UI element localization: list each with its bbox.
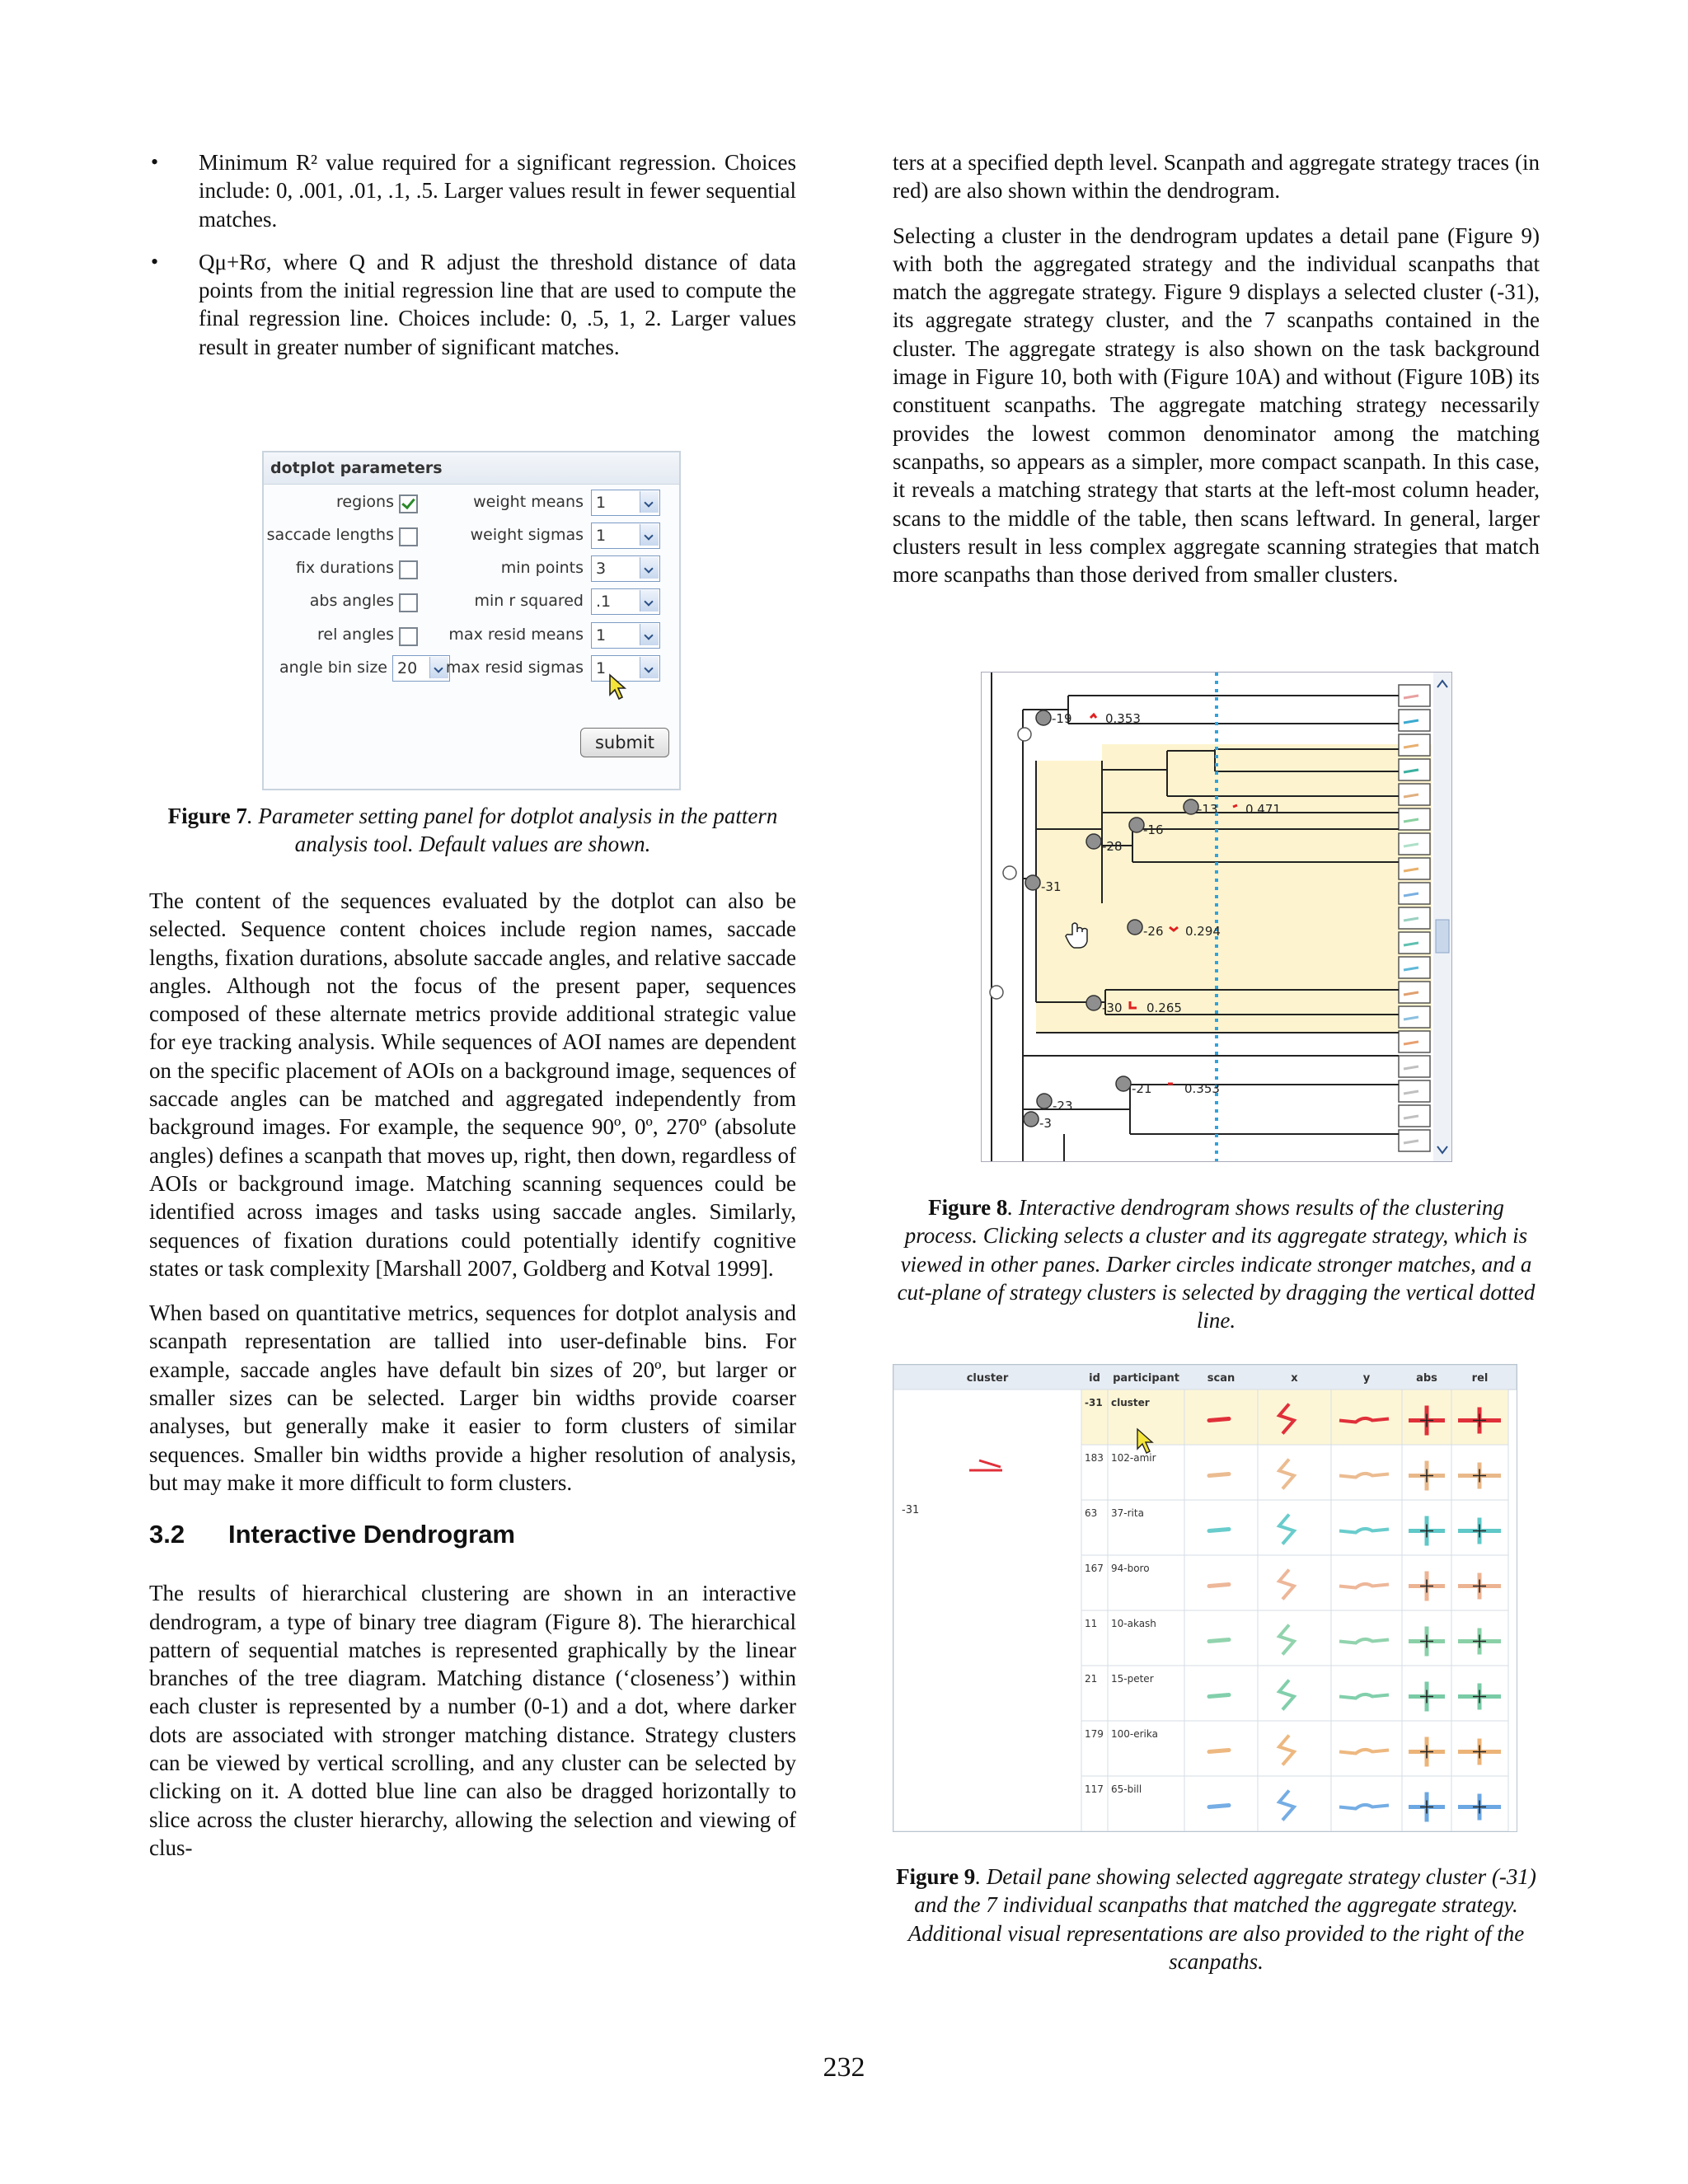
paragraph-clusters-depth: ters at a specified depth level. Scanpath and aggregate strategy traces (in red) are also shown within the dendrogram. xyxy=(893,150,1540,204)
select-value: 3 xyxy=(596,560,607,578)
column-header-participant: participant xyxy=(1113,1372,1179,1385)
figure8-caption xyxy=(893,1193,1540,1334)
select-value: 1 xyxy=(596,494,607,512)
checkbox-regions[interactable] xyxy=(399,494,418,513)
table-cell xyxy=(1258,1721,1331,1776)
cluster-node-id: -3 xyxy=(1039,1116,1052,1131)
node-open-circle xyxy=(1003,866,1016,879)
aggregate-trace xyxy=(1090,715,1096,718)
left-column xyxy=(149,148,796,376)
column-header-cluster: cluster xyxy=(966,1372,1009,1385)
chevron-down-icon xyxy=(640,624,659,645)
paragraph-dendrogram: The results of hierarchical clustering are shown in an interactive dendrogram, a type of binary tree diagram (Figure 8). The hierarchical pattern of sequential matches is represented graphically by the linear branches of the tree diagram. Matching distance (‘closeness’) within each cluster is represented by a number (0-1) and a dot, where darker dots are associated with stronger matching distance. Strategy clusters can be viewed by vertical scrolling, and any cluster can be selected by clicking on it. A dotted blue line can also be dragged horizontally to slice across the cluster hierarchy, allowing the selection and viewing of clus- xyxy=(149,1581,796,1860)
scan-trace xyxy=(1209,1640,1229,1642)
scan-trace xyxy=(1209,1419,1229,1421)
cluster-node--28 xyxy=(1086,834,1101,849)
row-participant: 102-amir xyxy=(1111,1452,1156,1464)
scan-trace xyxy=(1209,1750,1229,1752)
scan-trace xyxy=(1209,1806,1229,1807)
paragraph-bins: When based on quantitative metrics, sequences for dotplot analysis and scanpath representation are tallied into user-definable bins. For example, saccade angles have default bin sizes of 20º, but larger or smaller sizes can be selected. Larger bin widths provide coarser analyses, but generally make it easier to form clusters of similar sequences. Smaller bin widths provide a higher resolution of analysis, but may make it more difficult to form clusters. xyxy=(149,1301,796,1495)
figure7-label: Figure 7 xyxy=(167,804,247,828)
node-open-circle xyxy=(1018,728,1031,741)
angle-bin-size-value: 20 xyxy=(397,659,418,677)
scrollbar-thumb xyxy=(1436,920,1449,953)
selected-cluster-highlight xyxy=(1036,761,1432,1033)
figure7-caption-text: . Parameter setting panel for dotplot analysis in the pattern analysis tool. Default values are shown. xyxy=(246,804,778,857)
checkbox-abs-angles[interactable] xyxy=(399,593,418,612)
row-id: 63 xyxy=(1085,1507,1098,1519)
cluster-node-score: 0.294 xyxy=(1185,924,1221,939)
figure9-caption xyxy=(893,1863,1540,1975)
cluster-node--13 xyxy=(1184,799,1198,814)
select-value: 1 xyxy=(596,659,607,677)
mouse-cursor-icon xyxy=(608,673,628,701)
table-cell xyxy=(1184,1666,1258,1721)
section-title: Interactive Dendrogram xyxy=(228,1520,515,1549)
parameter-bullet-list xyxy=(149,148,796,361)
table-cell xyxy=(1184,1445,1258,1500)
figure9-label: Figure 9 xyxy=(896,1864,976,1889)
row-id: 167 xyxy=(1085,1563,1104,1574)
select-value: 1 xyxy=(596,626,607,644)
chevron-down-icon xyxy=(640,491,659,513)
select-label-min-points: min points xyxy=(500,559,584,577)
select-weight-means[interactable] xyxy=(591,490,660,516)
cluster-cell xyxy=(893,1390,1081,1831)
select-label-max-resid-means: max resid means xyxy=(448,626,584,644)
cluster-node-id: -21 xyxy=(1132,1081,1152,1096)
section-number: 3.2 xyxy=(149,1520,185,1549)
cluster-node-id: -13 xyxy=(1198,802,1218,817)
row-participant: 65-bill xyxy=(1111,1783,1142,1795)
column-header-rel: rel xyxy=(1471,1372,1489,1385)
dotplot-parameters-panel xyxy=(262,451,681,790)
cluster-node--30 xyxy=(1086,996,1101,1010)
row-participant: cluster xyxy=(1111,1397,1150,1408)
row-id: 21 xyxy=(1085,1673,1098,1685)
row-id: 179 xyxy=(1085,1728,1104,1740)
cluster-node--3 xyxy=(1024,1112,1039,1127)
select-max-resid-means[interactable] xyxy=(591,622,660,649)
checkbox-label-rel-angles: rel angles xyxy=(316,626,394,644)
row-participant: 100-erika xyxy=(1111,1728,1158,1740)
table-cell xyxy=(1258,1776,1331,1831)
chevron-down-icon xyxy=(640,590,659,612)
checkbox-saccade-lengths[interactable] xyxy=(399,527,418,546)
row-id: -31 xyxy=(1085,1397,1103,1408)
figure9-caption-text: . Detail pane showing selected aggregate strategy cluster (-31) and the 7 individual scanpaths that matched the aggregate strategy. Additional visual representations are also provided to the right of the scanpaths. xyxy=(907,1864,1536,1974)
cluster-node-score: 0.265 xyxy=(1146,1001,1182,1015)
dendrogram-view[interactable] xyxy=(981,672,1452,1162)
cluster-node--21 xyxy=(1116,1076,1131,1091)
cluster-node--31 xyxy=(1025,875,1040,890)
angle-bin-size-label: angle bin size xyxy=(279,658,387,677)
cluster-node-id: -30 xyxy=(1102,1001,1123,1015)
section-heading xyxy=(149,1520,796,1549)
table-cell xyxy=(1184,1776,1258,1831)
checkbox-rel-angles[interactable] xyxy=(399,627,418,646)
aggregate-trace xyxy=(1233,805,1237,807)
column-header-scan: scan xyxy=(1207,1372,1236,1385)
angle-bin-size-select[interactable] xyxy=(392,655,450,682)
paragraph-detail-pane: Selecting a cluster in the dendrogram updates a detail pane (Figure 9) with both the aggregated strategy and the individual scanpaths that match the aggregate strategy. Figure 9 displays a selected cluster (-31), its aggregate strategy cluster, and the 7 scanpaths contained in the cluster. The aggregate strategy is also shown on the task background image in Figure 10, both with (Figure 10A) and without (Figure 10B) its constituent scanpaths. The aggregate matching strategy necessarily provides the lowest common denominator among the matching scanpaths, so appears as a simpler, more compact scanpath. In this case, it reveals a matching strategy that starts at the left-most column header, scans to the middle of the table, then scans leftward. In general, larger clusters result in less complex aggregate scanning strategies that match more scanpaths than those derived from smaller clusters. xyxy=(893,223,1540,588)
cluster-node-id: -28 xyxy=(1102,839,1123,854)
select-value: .1 xyxy=(596,593,612,611)
cluster-node--19 xyxy=(1036,710,1051,725)
left-column-body xyxy=(149,887,796,1878)
submit-button[interactable]: submit xyxy=(580,728,669,757)
node-open-circle xyxy=(990,986,1003,999)
table-cell xyxy=(1184,1500,1258,1555)
cluster-node-id: -26 xyxy=(1143,924,1164,939)
cluster-node--23 xyxy=(1037,1094,1052,1108)
scan-trace xyxy=(1209,1695,1229,1697)
select-min-r-squared[interactable] xyxy=(591,588,660,615)
select-weight-sigmas[interactable] xyxy=(591,523,660,549)
panel-title: dotplot parameters xyxy=(264,452,679,485)
cluster-node-id: -23 xyxy=(1053,1099,1073,1113)
select-min-points[interactable] xyxy=(591,555,660,582)
cluster-node-id: -16 xyxy=(1143,823,1164,837)
bullet-q-mu-r-sigma: • Qμ+Rσ, where Q and R adjust the threshold distance of data points from the initial regression line that are used to compute the final regression line. Choices include: 0, .5, 1, 2. Larger values result in greater number of significant matches. xyxy=(149,248,796,361)
table-cell xyxy=(1184,1555,1258,1610)
dendrogram-svg[interactable] xyxy=(982,673,1451,1161)
cluster-node--16 xyxy=(1129,818,1144,832)
select-value: 1 xyxy=(596,527,607,545)
row-id: 183 xyxy=(1085,1452,1104,1464)
detail-pane[interactable] xyxy=(893,1364,1517,1832)
cluster-node-score: 0.471 xyxy=(1245,802,1281,817)
row-participant: 94-boro xyxy=(1111,1563,1150,1574)
select-label-max-resid-sigmas: max resid sigmas xyxy=(445,658,584,677)
cluster-node--26 xyxy=(1128,920,1142,935)
bullet-min-r-squared: • Minimum R² value required for a significant regression. Choices include: 0, .001, .01, .1, .5. Larger values result in fewer sequential matches. xyxy=(149,148,796,233)
detail-table-svg[interactable] xyxy=(893,1365,1517,1831)
scan-trace xyxy=(1209,1474,1229,1476)
checkbox-label-regions: regions xyxy=(336,493,394,511)
chevron-down-icon xyxy=(640,657,659,678)
chevron-down-icon xyxy=(640,557,659,579)
cluster-id-label: -31 xyxy=(902,1504,920,1516)
scrollbar-track xyxy=(1433,673,1451,1161)
row-participant: 10-akash xyxy=(1111,1618,1156,1629)
table-cell xyxy=(1184,1721,1258,1776)
cluster-node-id: -31 xyxy=(1041,879,1062,894)
chevron-down-icon xyxy=(640,524,659,546)
right-column xyxy=(893,148,1540,605)
figure8-label: Figure 8 xyxy=(928,1195,1008,1220)
table-cell xyxy=(1258,1445,1331,1500)
table-cell xyxy=(1184,1390,1258,1445)
checkbox-fix-durations[interactable] xyxy=(399,560,418,579)
table-cell xyxy=(1258,1610,1331,1666)
cluster-node-id: -19 xyxy=(1052,711,1072,726)
table-cell xyxy=(1258,1390,1331,1445)
table-cell xyxy=(1258,1500,1331,1555)
checkbox-label-abs-angles: abs angles xyxy=(309,592,394,610)
row-id: 117 xyxy=(1085,1783,1104,1795)
scan-trace xyxy=(1209,1530,1229,1531)
page-number: 232 xyxy=(823,2052,865,2083)
select-label-weight-means: weight means xyxy=(473,493,584,511)
checkbox-label-saccade-lengths: saccade lengths xyxy=(266,526,394,544)
table-cell xyxy=(1258,1666,1331,1721)
figure8-caption-text: . Interactive dendrogram shows results of the clustering process. Clicking selects a cluster and its aggregate strategy, which is viewed in other panes. Darker circles indicate stronger matches, and a cut-plane of strategy clusters is selected by dragging the vertical dotted line. xyxy=(897,1195,1536,1333)
table-cell xyxy=(1184,1610,1258,1666)
select-label-weight-sigmas: weight sigmas xyxy=(470,526,584,544)
scan-trace xyxy=(1209,1585,1229,1586)
checkbox-label-fix-durations: fix durations xyxy=(295,559,394,577)
select-label-min-r-squared: min r squared xyxy=(474,592,584,610)
column-header-y: y xyxy=(1362,1372,1371,1385)
column-header-x: x xyxy=(1291,1372,1298,1385)
paragraph-sequence-content: The content of the sequences evaluated by the dotplot can also be selected. Sequence content choices include region names, saccade lengths, fixation durations, absolute saccade angles, and relative saccade angles. Although not the focus of the present paper, sequences composed of these alternate metrics provide additional strategic value for eye tracking analysis. While sequences of AOI names are dependent on the specific placement of AOIs on a background image, sequences of saccade angles can be matched and aggregated independently from background images. For example, the sequence 90º, 0º, 270º (absolute angles) defines a scanpath that moves up, right, then down, regardless of AOIs or background image. Matching scanning sequences could be identified across images and tasks using saccade angles. Similarly, sequences of fixation durations could potentially identify cognitive states or task complexity [Marshall 2007, Goldberg and Kotval 1999]. xyxy=(149,888,796,1281)
row-id: 11 xyxy=(1085,1618,1098,1629)
column-header-id: id xyxy=(1089,1372,1100,1385)
column-header-abs: abs xyxy=(1416,1372,1437,1385)
table-cell xyxy=(1258,1555,1331,1610)
cluster-node-score: 0.353 xyxy=(1184,1081,1220,1096)
subcluster-highlight xyxy=(1102,744,1432,762)
figure7-caption xyxy=(149,802,796,859)
row-participant: 15-peter xyxy=(1111,1673,1154,1685)
cluster-node-score: 0.353 xyxy=(1105,711,1141,726)
row-participant: 37-rita xyxy=(1111,1507,1144,1519)
